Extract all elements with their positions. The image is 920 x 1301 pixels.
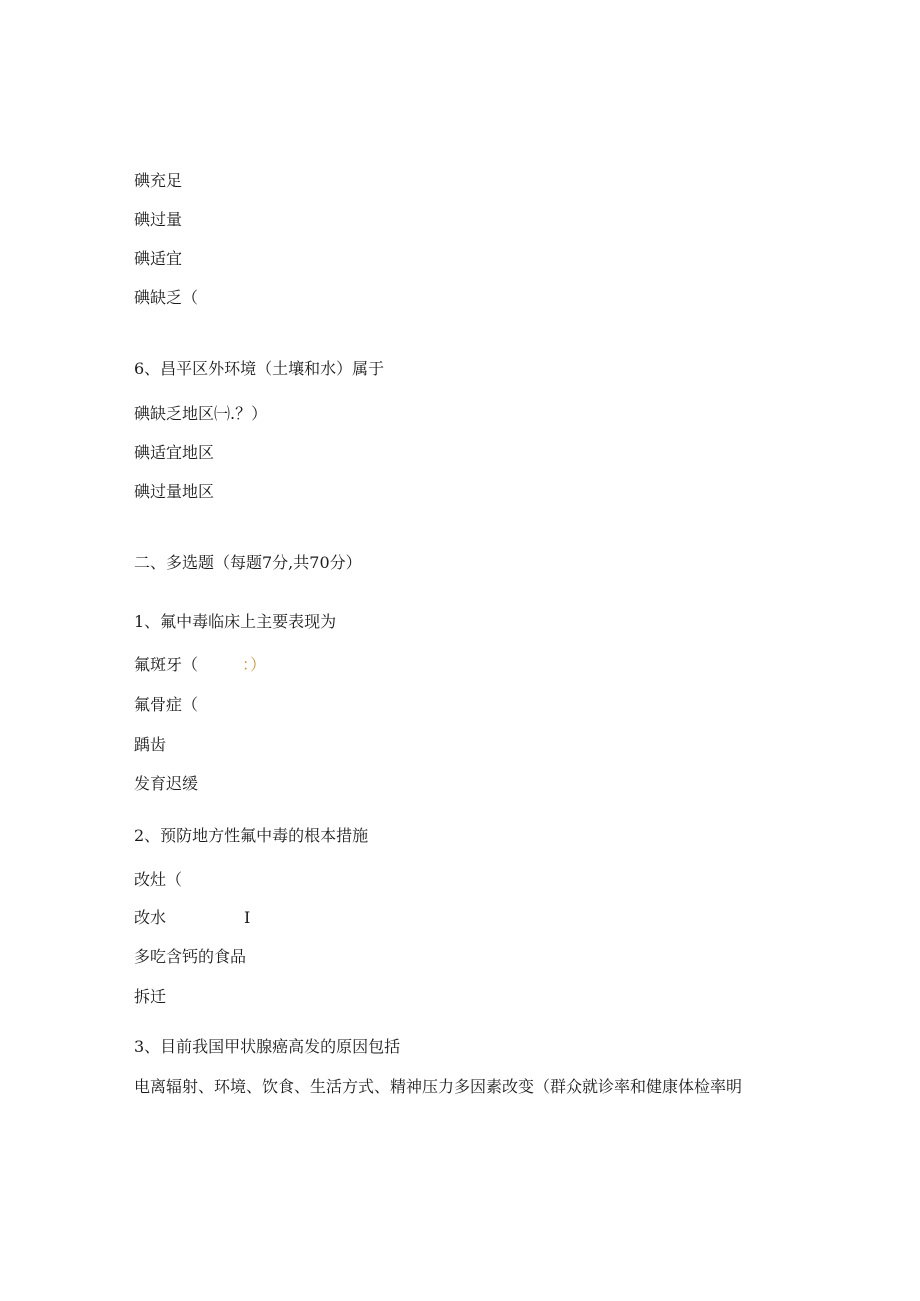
option-iodine-deficient: 碘缺乏（ xyxy=(134,288,199,307)
mq2-option-relocation: 拆迁 xyxy=(134,987,167,1006)
mq2-option-water xyxy=(134,908,250,928)
mq1-option-skeletal-fluorosis: 氟骨症（ xyxy=(134,695,199,714)
option-iodine-adequate: 碘适宜 xyxy=(134,249,183,268)
mq2-option-calcium-food: 多吃含钙的食品 xyxy=(134,947,247,966)
q6-option-adequate-area: 碘适宜地区 xyxy=(134,443,215,462)
q6-option-excess-area: 碘过量地区 xyxy=(134,482,215,501)
option-iodine-sufficient: 碘充足 xyxy=(134,171,183,190)
section-2-heading: 二、多选题（每题7分,共70分） xyxy=(134,553,362,572)
mq1-option-caries: 踽齿 xyxy=(134,735,167,754)
mq1-option-a-mark: ：） xyxy=(242,655,267,674)
mq1-option-a-text: 氟斑牙（ xyxy=(134,655,199,674)
mq3-option-causes: 电离辐射、环境、饮食、生活方式、精神压力多因素改变（群众就诊率和健康体检率明 xyxy=(134,1077,743,1096)
mq1-title: 1、氟中毒临床上主要表现为 xyxy=(134,612,337,631)
mq1-option-developmental-delay: 发育迟缓 xyxy=(134,774,199,793)
mq2-title: 2、预防地方性氟中毒的根本措施 xyxy=(134,826,369,845)
mq2-option-b-mark: I xyxy=(244,908,251,927)
mq3-title: 3、目前我国甲状腺癌高发的原因包括 xyxy=(134,1037,401,1056)
q6-option-deficient-area: 碘缺乏地区㈠.？） xyxy=(134,404,268,423)
mq2-option-b-text: 改水 xyxy=(134,908,167,927)
mq1-option-dental-fluorosis xyxy=(134,655,266,675)
mq2-option-stove: 改灶（ xyxy=(134,870,183,889)
question-6-title: 6、昌平区外环境（土壤和水）属于 xyxy=(134,359,385,378)
option-iodine-excess: 碘过量 xyxy=(134,210,183,229)
